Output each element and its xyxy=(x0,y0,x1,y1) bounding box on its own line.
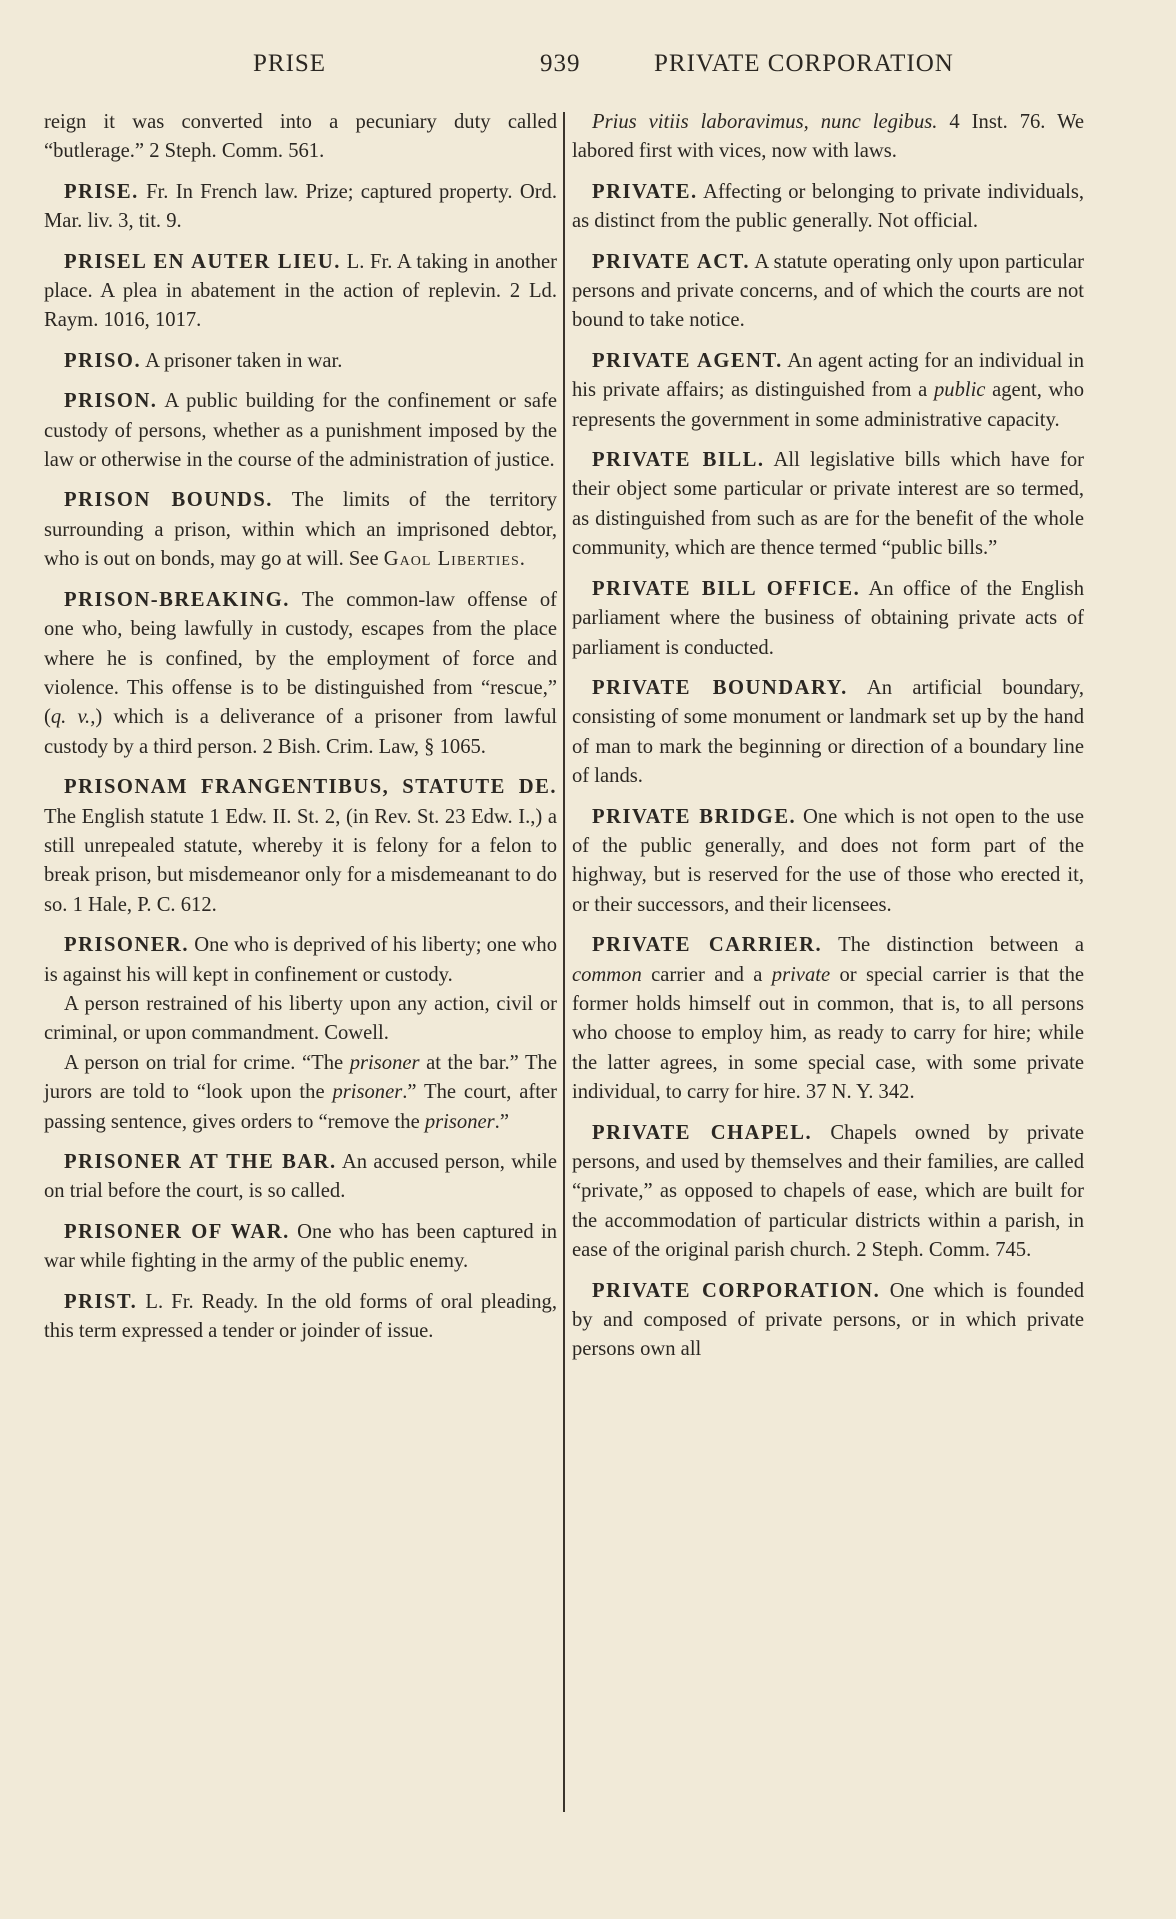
headword: PRIVATE BILL OFFICE. xyxy=(592,577,861,600)
italic-term: prisoner xyxy=(332,1081,403,1104)
headword: PRISE. xyxy=(64,180,139,203)
headword: PRISONER AT THE BAR. xyxy=(64,1151,337,1173)
definition: A statute operating only upon particular persons and private concerns, and of which the courts are not bound to take notice. xyxy=(572,250,1085,332)
italic-term: private xyxy=(771,963,831,986)
definition: All legislative bills which have for their object some particular or private interest are so termed, as distinguished from such as are for the benefit of the whole community, which are thence termed “public bills.” xyxy=(572,449,1084,560)
headword: PRIVATE CHAPEL. xyxy=(592,1121,813,1144)
text-segment: at the bar.” The jurors are told to “look upon the xyxy=(44,1051,557,1104)
headword: PRIVATE CORPORATION. xyxy=(592,1279,881,1302)
entry-prist xyxy=(44,1288,557,1347)
headword: PRIVATE BOUNDARY. xyxy=(592,676,848,699)
headword: PRIVATE BILL. xyxy=(592,449,765,472)
italic-term: q. v., xyxy=(50,706,96,729)
running-header xyxy=(0,50,1176,90)
header-right-guide-word: PRIVATE CORPORATION xyxy=(654,50,954,77)
headword: PRIST. xyxy=(64,1290,138,1313)
definition: Fr. In French law. Prize; captured property. Ord. Mar. liv. 3, tit. 9. xyxy=(44,180,557,233)
entry-prisoner-para-2: A person restrained of his liberty upon any action, civil or criminal, or upon commandment. Cowell. xyxy=(44,992,557,1045)
cross-reference: Gaol Liberties xyxy=(383,548,520,571)
entry-prisonam-frangentibus xyxy=(44,773,557,920)
entry-prison xyxy=(44,387,557,475)
entry-continuation: reign it was converted into a pecuniary duty called “butlerage.” 2 Steph. Comm. 561. xyxy=(44,111,557,163)
headword: PRIVATE BRIDGE. xyxy=(592,805,797,828)
entry-maxim xyxy=(572,108,1084,167)
headword: PRISEL EN AUTER LIEU. xyxy=(64,250,341,273)
latin-maxim: Prius vitiis laboravimus, nunc legibus. xyxy=(592,111,938,133)
right-column xyxy=(572,108,1084,1376)
entry-prise xyxy=(44,178,557,237)
definition: The limits of the territory surrounding a prison, within which an imprisoned debtor, who is out on bonds, may go at will. See xyxy=(44,489,558,571)
entry-prisel-en-auter-lieu xyxy=(44,248,557,336)
entry-prison-bounds xyxy=(44,486,557,574)
column-divider xyxy=(563,112,565,1812)
definition-end: ) which is a deliverance of a prisoner from lawful custody by a third person. 2 Bish. Crim. Law, § 1065. xyxy=(44,706,557,758)
headword: PRISON-BREAKING. xyxy=(64,588,290,611)
definition: L. Fr. A taking in another place. A plea in abatement in the action of replevin. 2 Ld. Raym. 1016, 1017. xyxy=(44,250,557,332)
headword: PRISONER OF WAR. xyxy=(64,1220,290,1243)
text-segment: carrier and a xyxy=(641,963,772,986)
definition-end: agent, who represents the government in some administrative capacity. xyxy=(572,379,1084,431)
entry-priso xyxy=(44,347,557,376)
text-segment: .” The court, after passing sentence, gives orders to “remove the xyxy=(44,1081,557,1133)
entry-prisoner-at-the-bar xyxy=(44,1148,557,1207)
italic-term: public xyxy=(933,379,986,402)
headword: PRISON. xyxy=(64,390,158,413)
italic-term: prisoner xyxy=(349,1051,420,1074)
italic-term: prisoner xyxy=(424,1110,495,1133)
text-segment: A person on trial for crime. “The xyxy=(64,1051,350,1074)
headword: PRISO. xyxy=(64,349,142,372)
entry-prison-breaking xyxy=(44,586,557,762)
definition-end: . xyxy=(519,548,525,571)
text-segment: .” xyxy=(494,1110,509,1133)
definition: The English statute 1 Edw. II. St. 2, (in Rev. St. 23 Edw. I.,) a still unrepealed statute, whereby it is felony for a felon to break prison, but misdemeanor only for a misdemeanant to do so. 1 Hale, P. C. 612. xyxy=(44,805,557,916)
definition: L. Fr. Ready. In the old forms of oral pleading, this term expressed a tender or joinder of issue. xyxy=(44,1290,557,1343)
entry-prisoner-para-3 xyxy=(44,1049,557,1137)
entry-prisoner-of-war xyxy=(44,1218,557,1277)
definition: One who has been captured in war while fighting in the army of the public enemy. xyxy=(44,1220,557,1273)
definition: An accused person, while on trial before the court, is so called. xyxy=(44,1151,557,1203)
definition: The distinction between a xyxy=(822,934,1084,957)
page-number: 939 xyxy=(540,50,581,77)
headword: PRIVATE. xyxy=(592,180,698,203)
entry-private-bill xyxy=(572,446,1084,564)
entry-private-carrier xyxy=(572,931,1084,1107)
entry-private-act xyxy=(572,248,1084,336)
definition: An office of the English parliament where the business of obtaining private acts of parliament is conducted. xyxy=(572,577,1084,659)
headword: PRISON BOUNDS. xyxy=(64,489,273,512)
definition: 4 Inst. 76. We labored first with vices, now with laws. xyxy=(572,111,1084,163)
italic-term: common xyxy=(572,963,642,986)
headword: PRIVATE ACT. xyxy=(592,250,750,273)
entry-prisoner xyxy=(44,931,557,990)
entry-private-boundary xyxy=(572,674,1084,792)
entry-private-chapel xyxy=(572,1119,1084,1266)
entry-private-bill-office xyxy=(572,575,1084,663)
headword: PRIVATE CARRIER. xyxy=(592,934,823,957)
headword: PRIVATE AGENT. xyxy=(592,349,783,372)
definition: One which is founded by and composed of private persons, or in which private persons own all xyxy=(572,1279,1085,1361)
left-column xyxy=(44,108,557,1357)
headword: PRISONER. xyxy=(64,934,190,957)
header-left-guide-word: PRISE xyxy=(253,50,327,77)
definition: An agent acting for an individual in his private affairs; as distinguished from a xyxy=(572,349,1084,402)
headword: PRISONAM FRANGENTIBUS, STATUTE DE. xyxy=(64,776,557,799)
entry-private-agent xyxy=(572,347,1084,435)
entry-private-bridge xyxy=(572,803,1084,921)
definition-end: or special carrier is that the former holds himself out in common, that is, to all persons who choose to employ him, as ready to carry for hire; while the latter agrees, in some special case, with some private individual, to carry for hire. 37 N. Y. 342. xyxy=(572,963,1085,1104)
definition: A prisoner taken in war. xyxy=(141,349,343,372)
definition: Affecting or belonging to private individuals, as distinct from the public generally. Not official. xyxy=(572,180,1084,233)
definition: Chapels owned by private persons, and used by themselves and their families, are called “private,” as opposed to chapels of ease, which are built for the accommodation of particular districts within a parish, in ease of the original parish church. 2 Steph. Comm. 745. xyxy=(572,1121,1084,1262)
entry-private-corporation xyxy=(572,1277,1084,1365)
entry-private xyxy=(572,178,1084,237)
definition: One which is not open to the use of the public generally, and does not form part of the highway, but is reserved for the use of those who erected it, or their successors, and their licensees. xyxy=(572,805,1084,916)
definition: The common-law offense of one who, being lawfully in custody, escapes from the place where he is confined, by the employment of force and violence. This offense is to be distinguished from “rescue,” ( xyxy=(44,588,557,729)
definition: A public building for the confinement or safe custody of persons, whether as a punishment imposed by the law or otherwise in the course of the administration of justice. xyxy=(44,390,557,472)
definition: An artificial boundary, consisting of some monument or landmark set up by the hand of man to mark the beginning or direction of a boundary line of lands. xyxy=(572,676,1084,788)
definition: One who is deprived of his liberty; one who is against his will kept in confinement or custody. xyxy=(44,934,557,986)
